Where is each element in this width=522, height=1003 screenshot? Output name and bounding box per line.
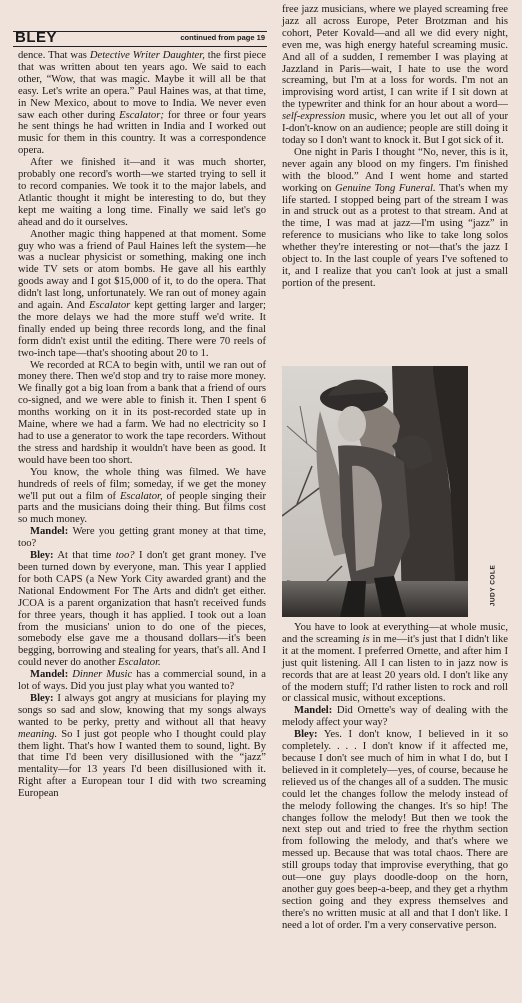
italic-text: too?: [115, 550, 135, 562]
italic-text: is: [362, 633, 370, 645]
page-header: [13, 31, 267, 47]
speaker-label: Mandel:: [294, 705, 333, 717]
speaker-label: Bley:: [294, 729, 318, 741]
paragraph: [18, 467, 266, 527]
text-run: We recorded at RCA to begin with, until we ran out of money there. Then we'd stop and try to raise more money. We finally got a big loan from a bank that a friend of ours co-signed, and we were able to finish it. Then I spent 6 months working on it in its post-recorded state up in Maine, where we had a farm. We had no electricity so I had to use a generator to work the tape recorders. Without the stress and hardship it wouldn't have been as good. It would have been too short.: [18, 359, 266, 466]
text-run: music, where you let out all of your I-don't-know on an audience; people are still doing it today so I don't want to knock it. But I got sick of it.: [282, 111, 508, 146]
italic-text: Detective Writer Daughter,: [89, 50, 205, 61]
text-run: You have to look at everything—at whole music, and the screaming: [282, 622, 508, 645]
text-run: free jazz musicians, where we played screaming free jazz all across Europe, Peter Brotzman and his cohort, Peter Kovald—and all we did every night, even me, was high energy hateful screaming music. And all of a sudden, I remember I was playing at Jazzland in Paris—wait, I hate to use the word screaming, but I'm at a loss for words. I'm not an improvising word artist, I can write if I sit down at the typewriter and think for an hour about a word—: [282, 4, 508, 111]
paragraph: [18, 50, 266, 157]
speaker-label: Bley:: [30, 550, 54, 562]
paragraph: [18, 526, 266, 550]
italic-text: Escalator;: [119, 109, 164, 121]
text-run: in me—it's just that I didn't like it at the moment. I preferred Ornette, and after him I just quit listening. All I can listen to in jazz now is records that are at least 20 years old. I don't like any of the modern stuff; I'd rather listen to rock and roll or classical music, without exceptions.: [282, 633, 509, 705]
paragraph: [282, 622, 508, 705]
paragraph: [282, 729, 508, 931]
text-run: for three or four years he sent things he had written in India and I worked out music for them in this country. It was a correspondence opera.: [18, 109, 267, 157]
speaker-label: Bley:: [30, 692, 54, 704]
photo: [282, 366, 468, 617]
photo-credit: JUDY COLE: [489, 564, 497, 607]
text-run: At that time: [53, 550, 116, 562]
text-run: I don't get grant money. I've been turned down by everyone, man. This year I applied for both CAPS (a New York City awarded grant) and the National Endowment For The Arts and didn't get either. JCOA is a parent organization that hasn't received funds for three years, though it has applied. I took out a loan from the musicians' union to do one of the pieces, somebody else gave me a thousand dollars—it's been begging, borrowing and stealing for years, that's all. And I could never do another: [18, 550, 266, 669]
text-run: That's when my life started. I stopped being part of the stream I was in and struck out as a protest to that stream. And at the time, I was mad at jazz—I'm using “jazz” in reference to musicians who like to take long solos whether they're interesting or not—that's the jazz I object to. In the last couple of years I've softened to it, and I realize that you can't look at just a small portion of the present.: [282, 182, 509, 289]
italic-text: Dinner Music: [72, 669, 133, 681]
italic-text: self-expression: [282, 111, 346, 123]
text-run: kept getting larger and larger; the more delays we had the more stuff we'd write. It finally ended up being three records long, and the final form didn't exist until the editing. There were 70 reels of two-inch tape—that's shooting about 20 to 1.: [18, 300, 266, 359]
paragraph: [282, 4, 508, 147]
text-run: of people singing their parts and the musicians doing their thing. But films cost so much money.: [18, 490, 266, 526]
italic-text: Escalator.: [118, 657, 161, 669]
italic-text: Escalator: [89, 300, 131, 312]
text-run: You know, the whole thing was filmed. We have hundreds of reels of film; someday, if we get the money we'll put out a film of: [18, 466, 266, 502]
text-column-right-bottom: [282, 622, 508, 1003]
text-run: Did Ornette's way of dealing with the melody affect your way?: [282, 705, 508, 729]
paragraph: [18, 669, 266, 693]
italic-text: meaning.: [18, 728, 58, 740]
text-run: One night in Paris I thought “No, never, this is it, never again any blood on my fingers. I'm finished with the blood.” And I went home and started working on: [282, 146, 508, 194]
paragraph: [18, 550, 266, 669]
paragraph: [18, 229, 266, 360]
text-run: After we finished it—and it was much shorter, probably one record's worth—we started trying to sell it to record companies. We took it to the major labels, and Atlantic thought it might be interesting to do, but they kept me waiting a long time. Finally we said let's go ahead and do it ourselves.: [18, 157, 266, 228]
continued-from-label: continued from page 19: [180, 33, 265, 42]
text-run: Another magic thing happened at that moment. Some guy who was a friend of Paul Haines left the system—he was a nuclear physicist or something, making one inch wide TV sets or atom bombs. He gave all his earthly goods away and I got $15,000 of it, to do the opera. That didn't last long, unfortunately. We ran out of money again and again. And: [18, 228, 266, 312]
paragraph: [18, 360, 266, 467]
text-run: So I just got people who I thought could play them light. That's how I wanted them to sound, light. By that time I'd been very disillusioned with the “jazz” mentality—for 13 years I'd been disillusioned with it. Right after a European tour I did with two screaming European: [18, 728, 266, 800]
text-column-right-top: [282, 4, 508, 357]
text-run: has a commercial sound, in a lot of ways. Did you just play what you wanted to?: [18, 669, 266, 693]
speaker-label: Mandel:: [30, 526, 69, 538]
text-run: the first piece that was written about ten years ago. We said to each other, “Wow, that was magic. Maybe it will all be that easy. Let's write an opera.” Paul Haines was, at that time, in New Mexico, about to move to India. We never even saw each other during: [18, 50, 266, 121]
text-run: Yes. I don't know, I believed in it so completely. . . . I don't know if it affected me, because I don't see much of him in what I do, but I believed in it completely—yes, of course, because he relieved us of the changes all of a sudden. The music could let the changes follow the melody instead of the melody following the changes. It's so hip! The changes follow the melody! But then we took the next step out and tried to free the rhythm section from following the melody, and that's where we messed up. Because that was total chaos. There are still groups today that improvise everything, that go out—one guy plays doodle-doop on the horn, another guy goes beep-a-beep, and they get a rhythm section going and they express themselves and there's no written music at all and that I don't like. I need a lot of order. I'm a very conservative person.: [282, 729, 508, 931]
header-name: BLEY: [15, 29, 58, 46]
paragraph: [282, 147, 508, 290]
speaker-label: Mandel:: [30, 669, 69, 681]
text-run: dence. That was: [18, 50, 90, 61]
italic-text: Escalator,: [119, 490, 163, 502]
paragraph: [18, 157, 266, 228]
italic-text: Genuine Tong Funeral.: [335, 182, 436, 194]
text-run: I always got angry at musicians for playing my songs so sad and slow, knowing that my songs always wanted to be perky, pretty and without all that heavy: [18, 692, 266, 728]
text-run: Were you getting grant money at that time, too?: [18, 526, 266, 550]
paragraph: [282, 705, 508, 729]
text-column-left: [18, 50, 266, 1003]
paragraph: [18, 693, 266, 800]
